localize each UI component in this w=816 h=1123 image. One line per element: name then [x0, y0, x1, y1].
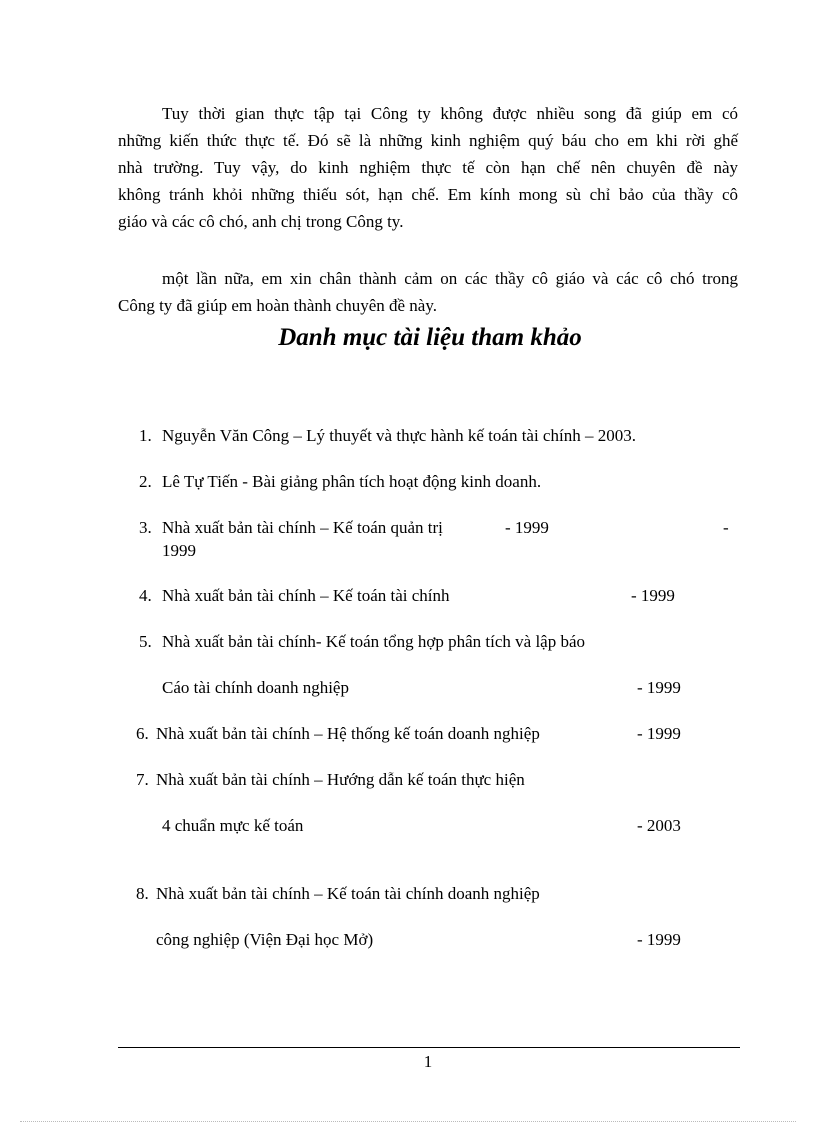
reference-text: Nhà xuất bản tài chính – Kế toán quản trị	[162, 518, 443, 537]
reference-year: - 1999	[637, 678, 681, 697]
reference-text: Nhà xuất bản tài chính – Hướng dẫn kế toán thực hiện	[156, 770, 525, 789]
reference-text: Nguyễn Văn Công – Lý thuyết và thực hành kế toán tài chính – 2003.	[162, 426, 636, 445]
paragraph-line: Tuy thời gian thực tập tại Công ty không được nhiều song đã giúp em có	[162, 104, 738, 123]
reference-text: Nhà xuất bản tài chính- Kế toán tổng hợp phân tích và lập báo	[162, 632, 586, 651]
paragraph-line: nhà trường. Tuy vậy, do kinh nghiệm thực tế còn hạn chế nên chuyên đề này	[118, 158, 738, 177]
reference-number: 3.	[139, 518, 152, 537]
reference-dash: -	[723, 518, 729, 537]
reference-text: Lê Tự Tiến - Bài giảng phân tích hoạt động kinh doanh.	[162, 472, 542, 491]
page-number: 1	[423, 1052, 433, 1071]
reference-text-continued: công nghiệp (Viện Đại học Mở)	[156, 930, 374, 949]
reference-number: 6.	[136, 724, 149, 743]
page-bottom-dotted-border	[20, 1121, 796, 1122]
thanks-paragraph	[118, 265, 738, 319]
paragraph-line: những kiến thức thực tế. Đó sẽ là những kinh nghiệm quý báu cho em khi rời ghế	[118, 131, 738, 150]
reference-year: - 1999	[631, 586, 675, 605]
reference-number: 4.	[139, 586, 152, 605]
paragraph-line: một lần nữa, em xin chân thành cảm on các thầy cô giáo và các cô chó trong	[162, 269, 738, 288]
reference-number: 7.	[136, 770, 149, 789]
reference-text-continued: 4 chuẩn mực kế toán	[162, 816, 304, 835]
reference-number: 8.	[136, 884, 149, 903]
reference-year: - 1999	[505, 518, 549, 537]
reference-year: - 2003	[637, 816, 681, 835]
footer-divider	[118, 1047, 740, 1048]
intro-paragraph	[118, 100, 738, 235]
reference-year: - 1999	[637, 724, 681, 743]
reference-text: Nhà xuất bản tài chính – Hệ thống kế toán doanh nghiệp	[156, 724, 540, 743]
reference-number: 5.	[139, 632, 152, 651]
reference-year: 1999	[162, 541, 196, 560]
paragraph-line: không tránh khỏi những thiếu sót, hạn chế. Em kính mong sù chỉ bảo của thầy cô	[118, 185, 738, 204]
reference-number: 2.	[139, 472, 152, 491]
references-title: Danh mục tài liệu tham khảo	[278, 324, 582, 351]
reference-number: 1.	[139, 426, 152, 445]
paragraph-line: Công ty đã giúp em hoàn thành chuyên đề này.	[118, 296, 437, 315]
reference-text-continued: Cáo tài chính doanh nghiệp	[162, 678, 349, 697]
reference-year: - 1999	[637, 930, 681, 949]
reference-text: Nhà xuất bản tài chính – Kế toán tài chính doanh nghiệp	[156, 884, 540, 903]
paragraph-line: giáo và các cô chó, anh chị trong Công ty.	[118, 212, 404, 231]
reference-text: Nhà xuất bản tài chính – Kế toán tài chính	[162, 586, 450, 605]
